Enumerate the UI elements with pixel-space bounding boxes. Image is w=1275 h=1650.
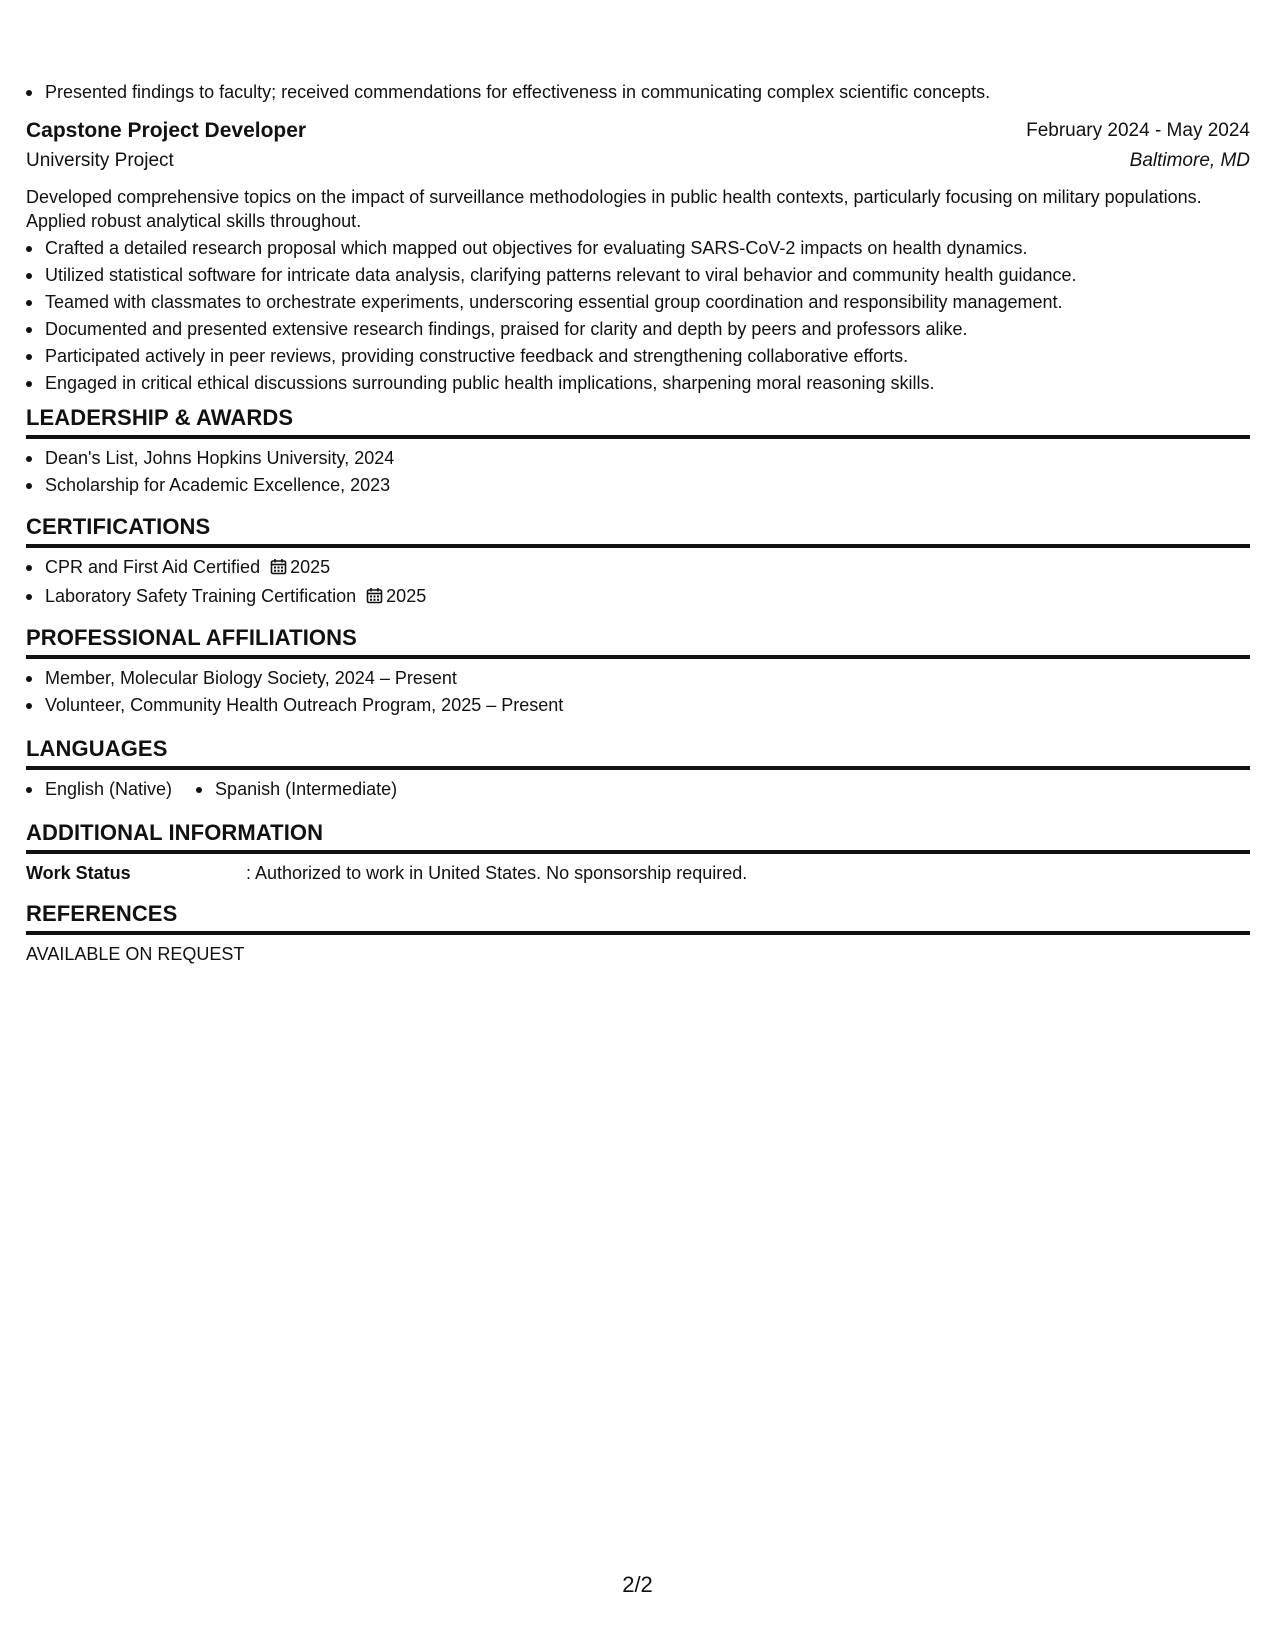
work-status-row [26, 860, 1250, 886]
affiliations-list [26, 665, 1250, 719]
leadership-section [26, 403, 1250, 499]
list-item: Member, Molecular Biology Society, 2024 – Present [26, 665, 1250, 692]
work-status-value: : Authorized to work in United States. No sponsorship required. [246, 863, 748, 883]
section-title: REFERENCES [26, 901, 178, 926]
list-item: Engaged in critical ethical discussions surrounding public health implications, sharpening moral reasoning skills. [26, 370, 1077, 397]
affiliations-section [26, 623, 1250, 719]
list-item: Spanish (Intermediate) [196, 776, 397, 803]
list-item: Scholarship for Academic Excellence, 2023 [26, 472, 1250, 499]
calendar-icon [366, 585, 383, 612]
job-header [26, 117, 1250, 177]
job-organization: University Project [26, 150, 174, 171]
list-item: Teamed with classmates to orchestrate experiments, underscoring essential group coordination and responsibility management. [26, 289, 1077, 316]
certification-year: 2025 [386, 586, 427, 606]
list-item: Documented and presented extensive research findings, praised for clarity and depth by peers and professors alike. [26, 316, 1077, 343]
leadership-list [26, 445, 1250, 499]
section-title: LEADERSHIP & AWARDS [26, 405, 294, 430]
job-title: Capstone Project Developer [26, 119, 307, 142]
additional-info-section [26, 818, 1250, 886]
references-section [26, 899, 1250, 967]
section-title: LANGUAGES [26, 736, 168, 761]
list-item: Utilized statistical software for intricate data analysis, clarifying patterns relevant to viral behavior and community health guidance. [26, 262, 1077, 289]
certification-name: Laboratory Safety Training Certification [45, 586, 357, 606]
languages-list [26, 776, 1250, 803]
languages-section [26, 734, 1250, 803]
section-title: PROFESSIONAL AFFILIATIONS [26, 625, 357, 650]
job-description: Developed comprehensive topics on the impact of surveillance methodologies in public health contexts, particularly focusing on military populations. Applied robust analytical skills throughout. [26, 187, 1202, 231]
certification-year: 2025 [290, 557, 331, 577]
section-divider [26, 655, 1250, 659]
section-title: ADDITIONAL INFORMATION [26, 820, 324, 845]
section-divider [26, 931, 1250, 935]
certifications-list [26, 554, 1250, 612]
list-item: Dean's List, Johns Hopkins University, 2024 [26, 445, 1250, 472]
list-item: Participated actively in peer reviews, providing constructive feedback and strengthening collaborative efforts. [26, 343, 1077, 370]
page-number: 2/2 [622, 1572, 653, 1597]
job-location: Baltimore, MD [1129, 150, 1250, 171]
certification-item [26, 554, 1250, 583]
section-divider [26, 544, 1250, 548]
calendar-icon [270, 556, 287, 583]
section-divider [26, 766, 1250, 770]
list-item: English (Native) [26, 776, 172, 803]
list-item: Volunteer, Community Health Outreach Program, 2025 – Present [26, 692, 1250, 719]
certification-item [26, 583, 1250, 612]
certification-name: CPR and First Aid Certified [45, 557, 261, 577]
work-status-label: Work Status [26, 863, 131, 883]
job-dates: February 2024 - May 2024 [1026, 120, 1250, 141]
section-divider [26, 850, 1250, 854]
previous-job-bullets [26, 79, 990, 106]
job-bullets [26, 235, 1077, 397]
list-item: Presented findings to faculty; received commendations for effectiveness in communicating complex scientific concepts. [26, 79, 990, 106]
section-title: CERTIFICATIONS [26, 514, 211, 539]
certifications-section [26, 512, 1250, 612]
references-text: AVAILABLE ON REQUEST [26, 944, 245, 964]
section-divider [26, 435, 1250, 439]
list-item: Crafted a detailed research proposal which mapped out objectives for evaluating SARS-CoV-2 impacts on health dynamics. [26, 235, 1077, 262]
